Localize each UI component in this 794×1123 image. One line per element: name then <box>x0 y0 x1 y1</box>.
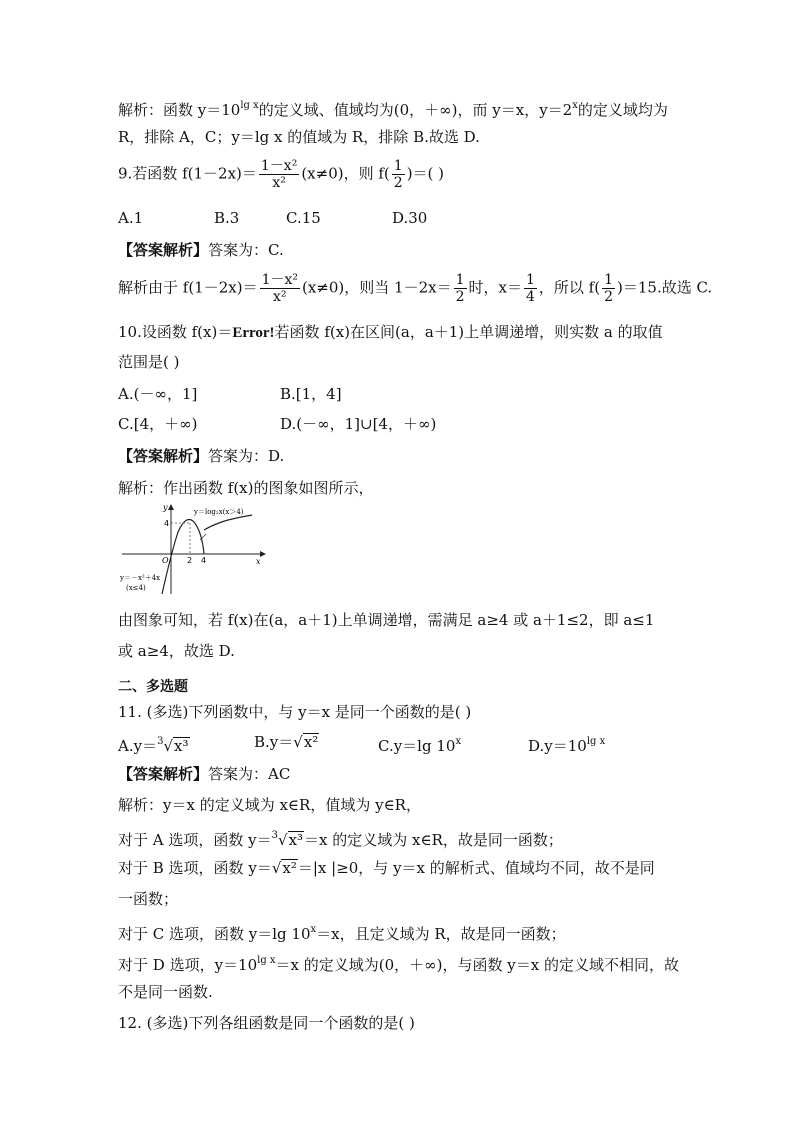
option-a: A.1 <box>118 209 144 227</box>
tick-x-2: 2 <box>187 556 193 565</box>
option-b: B.3 <box>214 209 240 227</box>
question-11-stem: 11. (多选)下列函数中，与 y＝x 是同一个函数的是( ) <box>118 703 472 721</box>
y-axis-arrow-icon <box>168 504 174 510</box>
solution-line: 解析：作出函数 f(x)的图象如图所示， <box>118 479 374 497</box>
option-c: C.y＝lg 10$^x$ <box>378 736 462 755</box>
label-x: x <box>256 557 261 566</box>
solution-line: 对于 B 选项，函数 y＝√x²＝|x |≥0，与 y＝x 的解析式、值域均不同，故不是同 <box>118 859 655 877</box>
question-12-stem: 12. (多选)下列各组函数是同一个函数的是( ) <box>118 1014 415 1032</box>
label-log-curve: y＝log₂x(x＞4) <box>194 508 244 516</box>
log-curve <box>204 515 252 530</box>
section-title: 二、多选题 <box>118 679 188 695</box>
option-a: A.(－∞，1] <box>118 385 198 403</box>
analysis-line: R，排除 A，C；y＝lg x 的值域为 R，排除 B.故选 D. <box>118 128 480 146</box>
tick-x-4: 4 <box>201 556 207 565</box>
question-9-stem: 9.若函数 f(1－2x)＝ $\frac{\text{1－x²}}{\text{x²}}$ (x≠0)，则 f( $\frac{1}{2}$ )＝( ) <box>118 158 445 191</box>
label-quad-domain: (x≤4) <box>126 584 146 592</box>
answer-line: 【答案解析】答案为：D. <box>118 447 285 465</box>
option-c: C.15 <box>286 209 321 227</box>
question-10-stem: 10.设函数 f(x)＝Error!若函数 f(x)在区间(a，a＋1)上单调递增，则实数 a 的取值 <box>118 323 663 341</box>
answer-line: 【答案解析】答案为：C. <box>118 241 284 259</box>
solution-line: 对于 C 选项，函数 y＝lg $10^x=x$，且定义域为 R，故是同一函数； <box>118 924 566 943</box>
solution-line: 不是同一函数. <box>118 983 213 1001</box>
option-a: A.y＝$^3$√x³ <box>118 736 189 755</box>
x-axis-arrow-icon <box>260 551 266 557</box>
option-c: C.[4，＋∞) <box>118 415 198 433</box>
solution-line: 解析由于 f(1－2x)＝ $\frac{\text{1－x²}}{\text{x²}}$ (x≠0)，则当 1－2x＝ $\frac{1}{2}$ 时，x＝ $\frac{1}{4}$ ，所以 f( $\frac{1}{2}$ )＝15.故选 C. <box>118 272 713 305</box>
option-d: D.(－∞，1]∪[4，＋∞) <box>280 415 437 433</box>
question-10-stem-cont: 范围是( ) <box>118 353 180 371</box>
label-y: y <box>163 503 168 512</box>
option-b: B.y＝√x² <box>254 733 319 751</box>
option-d: D.30 <box>392 209 428 227</box>
answer-line: 【答案解析】答案为：AC <box>118 765 291 783</box>
tick-y-4: 4 <box>164 519 170 528</box>
solution-line: 或 a≥4，故选 D. <box>118 642 235 660</box>
function-graph-figure <box>118 502 268 596</box>
option-d: $D.y=10^{lg x}$ <box>528 736 606 755</box>
solution-line: 由图象可知，若 f(x)在(a，a＋1)上单调递增，需满足 a≥4 或 a＋1≤2，即 a≤1 <box>118 611 655 629</box>
solution-line: 解析：y＝x 的定义域为 x∈R，值域为 y∈R， <box>118 796 421 814</box>
label-quad-curve: y＝－x²＋4x <box>120 574 161 582</box>
solution-line: 对于 A 选项，函数 y＝$^3$√x³＝x 的定义域为 x∈R，故是同一函数； <box>118 830 563 849</box>
analysis-line: 解析：函数 $y=10^{lg x}$的定义域、值域均为(0，＋∞)，而 y＝x，$y=2^x$的定义域均为 <box>118 100 668 119</box>
solution-line: 一函数； <box>118 890 179 908</box>
solution-line: 对于 D 选项，$y=10^{lg x}=x$ 的定义域为(0，＋∞)，与函数 y＝x 的定义域不相同，故 <box>118 955 679 974</box>
option-b: B.[1，4] <box>280 385 342 403</box>
label-origin: O <box>162 556 169 565</box>
